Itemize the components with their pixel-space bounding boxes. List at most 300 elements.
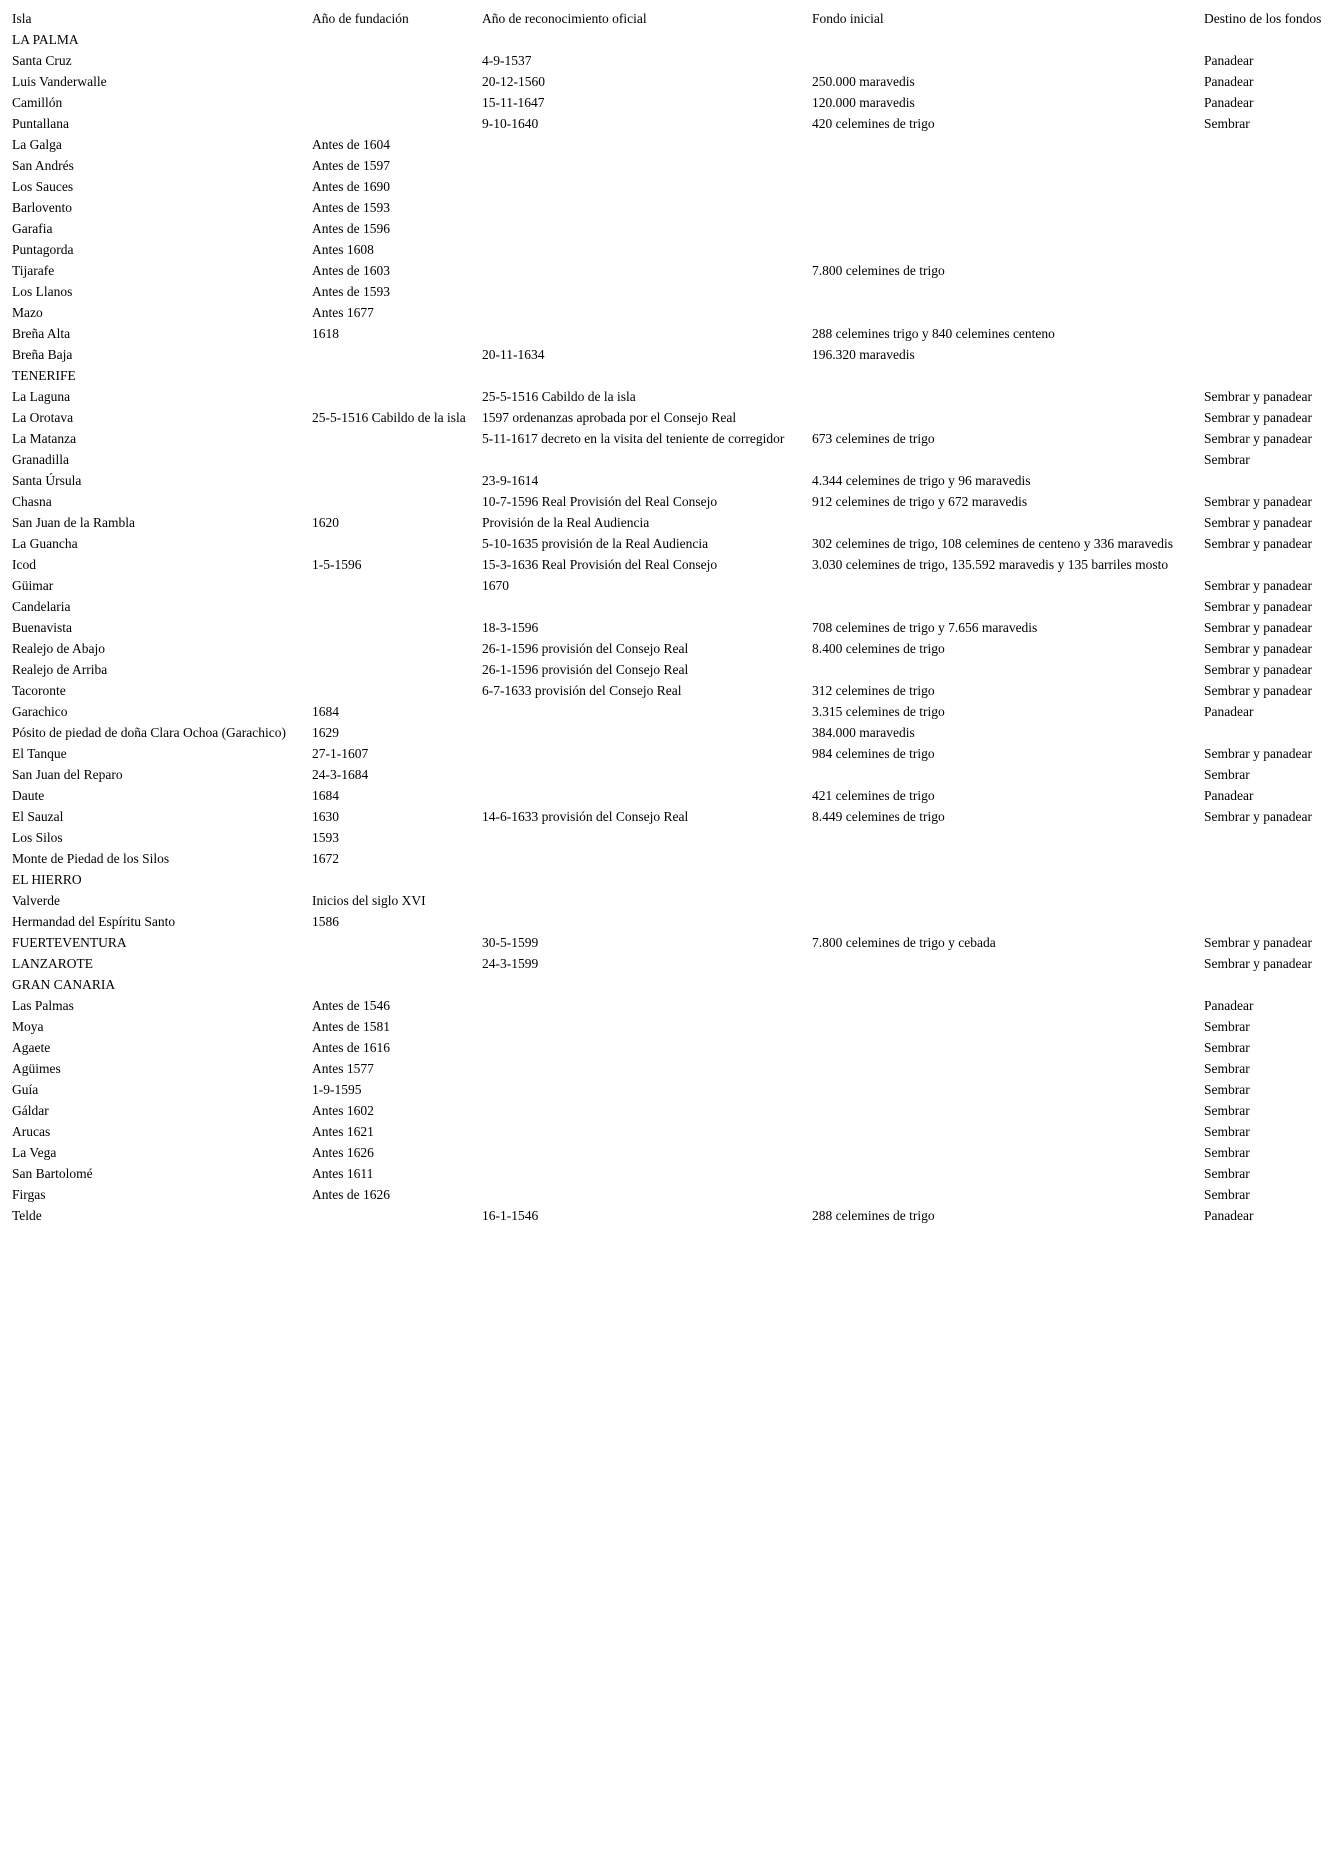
cell-fondo-inicial <box>808 1184 1200 1205</box>
table-row <box>8 71 1330 92</box>
cell-destino-fondos: Sembrar y panadear <box>1204 935 1312 950</box>
cell-fondo-inicial: 421 celemines de trigo <box>812 788 935 803</box>
cell-ano-fundacion <box>308 932 478 953</box>
cell-isla: San Bartolomé <box>12 1166 93 1181</box>
cell-destino-fondos: Panadear <box>1204 788 1254 803</box>
cell-ano-fundacion: 27-1-1607 <box>312 746 369 761</box>
table-row <box>8 491 1330 512</box>
cell-ano-reconocimiento <box>478 1163 808 1184</box>
cell-fondo-inicial <box>808 1100 1200 1121</box>
cell-isla: Buenavista <box>12 620 72 635</box>
table-row <box>8 197 1330 218</box>
cell-ano-reconocimiento: 15-11-1647 <box>482 95 545 110</box>
cell-ano-reconocimiento <box>478 260 808 281</box>
cell-ano-reconocimiento <box>478 596 808 617</box>
cell-isla: Los Silos <box>12 830 63 845</box>
cell-isla: Puntallana <box>12 116 69 131</box>
cell-ano-reconocimiento <box>478 1037 808 1058</box>
cell-ano-reconocimiento: 14-6-1633 provisión del Consejo Real <box>482 809 689 824</box>
cell-ano-fundacion: 24-3-1684 <box>312 767 369 782</box>
cell-ano-fundacion <box>308 386 478 407</box>
cell-isla: Tacoronte <box>12 683 66 698</box>
cell-ano-reconocimiento <box>478 701 808 722</box>
cell-ano-fundacion: Antes de 1593 <box>312 200 390 215</box>
cell-isla: Gáldar <box>12 1103 49 1118</box>
cell-fondo-inicial <box>808 1163 1200 1184</box>
cell-ano-fundacion <box>308 113 478 134</box>
cell-destino-fondos: Sembrar <box>1204 116 1250 131</box>
cell-ano-reconocimiento: 4-9-1537 <box>482 53 532 68</box>
cell-isla: El Tanque <box>12 746 67 761</box>
cell-destino-fondos: Sembrar y panadear <box>1204 746 1312 761</box>
table-row <box>8 1037 1330 1058</box>
cell-ano-reconocimiento: 26-1-1596 provisión del Consejo Real <box>482 641 689 656</box>
table-row <box>8 92 1330 113</box>
cell-isla: Telde <box>12 1208 42 1223</box>
cell-ano-fundacion <box>308 29 478 50</box>
cell-destino-fondos <box>1200 239 1330 260</box>
cell-ano-reconocimiento <box>478 848 808 869</box>
cell-ano-fundacion <box>308 50 478 71</box>
table-row <box>8 1163 1330 1184</box>
cell-destino-fondos: Sembrar <box>1204 452 1250 467</box>
cell-fondo-inicial <box>808 197 1200 218</box>
table-row <box>8 974 1330 995</box>
cell-ano-fundacion: Antes 1677 <box>312 305 374 320</box>
cell-ano-fundacion: Antes de 1604 <box>312 137 390 152</box>
cell-destino-fondos <box>1200 260 1330 281</box>
cell-ano-fundacion: Antes de 1616 <box>312 1040 390 1055</box>
table-row <box>8 344 1330 365</box>
cell-ano-reconocimiento <box>478 365 808 386</box>
cell-fondo-inicial <box>808 890 1200 911</box>
cell-ano-fundacion <box>308 92 478 113</box>
cell-ano-fundacion: Antes de 1597 <box>312 158 390 173</box>
cell-ano-reconocimiento <box>478 974 808 995</box>
cell-fondo-inicial <box>808 1037 1200 1058</box>
table-row <box>8 1100 1330 1121</box>
cell-ano-reconocimiento <box>478 134 808 155</box>
table-row <box>8 1184 1330 1205</box>
cell-destino-fondos <box>1200 176 1330 197</box>
cell-ano-fundacion: Antes de 1546 <box>312 998 390 1013</box>
cell-ano-reconocimiento: 23-9-1614 <box>482 473 539 488</box>
cell-ano-fundacion: Antes de 1690 <box>312 179 390 194</box>
cell-ano-fundacion: Antes de 1626 <box>312 1187 390 1202</box>
cell-fondo-inicial: 3.030 celemines de trigo, 135.592 maravedis y 135 barriles mosto <box>812 557 1169 572</box>
cell-destino-fondos: Sembrar <box>1204 1040 1250 1055</box>
table-row <box>8 680 1330 701</box>
cell-ano-reconocimiento <box>478 890 808 911</box>
cell-destino-fondos: Sembrar y panadear <box>1204 683 1312 698</box>
table-row <box>8 995 1330 1016</box>
cell-ano-fundacion: 1-9-1595 <box>312 1082 362 1097</box>
table-row <box>8 932 1330 953</box>
cell-ano-fundacion <box>308 974 478 995</box>
cell-destino-fondos: Sembrar y panadear <box>1204 641 1312 656</box>
cell-ano-fundacion <box>308 491 478 512</box>
cell-fondo-inicial <box>808 239 1200 260</box>
cell-ano-reconocimiento <box>478 911 808 932</box>
cell-fondo-inicial <box>808 281 1200 302</box>
cell-ano-fundacion <box>308 680 478 701</box>
cell-destino-fondos <box>1200 827 1330 848</box>
cell-isla: Chasna <box>12 494 52 509</box>
table-row <box>8 869 1330 890</box>
cell-ano-fundacion: Antes de 1581 <box>312 1019 390 1034</box>
cell-destino-fondos: Sembrar <box>1204 1187 1250 1202</box>
cell-ano-fundacion <box>308 638 478 659</box>
cell-fondo-inicial <box>808 596 1200 617</box>
cell-isla: Agaete <box>12 1040 51 1055</box>
cell-fondo-inicial <box>808 827 1200 848</box>
cell-ano-reconocimiento <box>478 743 808 764</box>
cell-fondo-inicial: 912 celemines de trigo y 672 maravedis <box>812 494 1028 509</box>
table-row <box>8 596 1330 617</box>
cell-isla: Granadilla <box>12 452 69 467</box>
cell-ano-reconocimiento <box>478 155 808 176</box>
table-row <box>8 470 1330 491</box>
cell-ano-reconocimiento <box>478 869 808 890</box>
cell-destino-fondos <box>1200 722 1330 743</box>
table-row <box>8 1016 1330 1037</box>
cell-destino-fondos: Sembrar y panadear <box>1204 956 1312 971</box>
cell-destino-fondos <box>1200 281 1330 302</box>
cell-fondo-inicial: 3.315 celemines de trigo <box>812 704 945 719</box>
cell-ano-fundacion <box>308 596 478 617</box>
cell-destino-fondos: Sembrar <box>1204 1166 1250 1181</box>
cell-fondo-inicial <box>808 911 1200 932</box>
header-fondo-inicial: Fondo inicial <box>812 11 884 26</box>
cell-ano-fundacion: Antes 1577 <box>312 1061 374 1076</box>
cell-ano-fundacion <box>308 365 478 386</box>
table-row <box>8 638 1330 659</box>
cell-fondo-inicial <box>808 1142 1200 1163</box>
table-row <box>8 323 1330 344</box>
cell-ano-reconocimiento: 1670 <box>482 578 509 593</box>
table-row <box>8 155 1330 176</box>
cell-destino-fondos: Sembrar y panadear <box>1204 515 1312 530</box>
cell-fondo-inicial: 984 celemines de trigo <box>812 746 935 761</box>
table-row <box>8 722 1330 743</box>
cell-isla: Puntagorda <box>12 242 74 257</box>
cell-fondo-inicial <box>808 176 1200 197</box>
cell-fondo-inicial <box>808 764 1200 785</box>
table-row <box>8 386 1330 407</box>
cell-ano-fundacion: 1684 <box>312 704 339 719</box>
cell-isla: Realejo de Abajo <box>12 641 105 656</box>
cell-destino-fondos: Panadear <box>1204 53 1254 68</box>
cell-fondo-inicial: 288 celemines trigo y 840 celemines centeno <box>812 326 1055 341</box>
table-row <box>8 806 1330 827</box>
cell-fondo-inicial <box>808 407 1200 428</box>
cell-fondo-inicial: 384.000 maravedis <box>812 725 915 740</box>
cell-ano-fundacion: Antes 1602 <box>312 1103 374 1118</box>
cell-isla: EL HIERRO <box>12 872 82 887</box>
cell-ano-reconocimiento <box>478 239 808 260</box>
cell-fondo-inicial: 708 celemines de trigo y 7.656 maravedis <box>812 620 1038 635</box>
cell-destino-fondos: Sembrar y panadear <box>1204 662 1312 677</box>
table-row <box>8 29 1330 50</box>
table-row <box>8 617 1330 638</box>
cell-ano-fundacion: Antes de 1593 <box>312 284 390 299</box>
cell-ano-reconocimiento <box>478 302 808 323</box>
cell-isla: Las Palmas <box>12 998 74 1013</box>
cell-fondo-inicial: 302 celemines de trigo, 108 celemines de centeno y 336 maravedis <box>812 536 1174 551</box>
cell-fondo-inicial: 196.320 maravedis <box>812 347 915 362</box>
cell-ano-fundacion: 1629 <box>312 725 339 740</box>
cell-ano-reconocimiento <box>478 1142 808 1163</box>
posito-table <box>8 8 1330 1226</box>
cell-isla: San Juan de la Rambla <box>12 515 135 530</box>
cell-ano-reconocimiento <box>478 1184 808 1205</box>
cell-isla: TENERIFE <box>12 368 76 383</box>
cell-ano-reconocimiento <box>478 29 808 50</box>
table-row <box>8 512 1330 533</box>
cell-destino-fondos <box>1200 554 1330 575</box>
cell-isla: Garafia <box>12 221 53 236</box>
cell-fondo-inicial: 4.344 celemines de trigo y 96 maravedis <box>812 473 1031 488</box>
cell-ano-fundacion: Antes 1611 <box>312 1166 374 1181</box>
cell-destino-fondos <box>1200 470 1330 491</box>
cell-ano-reconocimiento: 5-10-1635 provisión de la Real Audiencia <box>482 536 709 551</box>
cell-destino-fondos: Sembrar y panadear <box>1204 809 1312 824</box>
cell-ano-fundacion: Antes 1608 <box>312 242 374 257</box>
cell-isla: Guía <box>12 1082 39 1097</box>
table-row <box>8 554 1330 575</box>
header-destino-fondos: Destino de los fondos <box>1204 11 1322 26</box>
cell-isla: Luis Vanderwalle <box>12 74 107 89</box>
cell-ano-fundacion <box>308 659 478 680</box>
cell-ano-fundacion <box>308 617 478 638</box>
header-isla: Isla <box>12 11 32 26</box>
cell-ano-fundacion: Inicios del siglo XVI <box>312 893 426 908</box>
cell-destino-fondos: Sembrar y panadear <box>1204 536 1312 551</box>
cell-destino-fondos: Sembrar <box>1204 1124 1250 1139</box>
cell-destino-fondos <box>1200 197 1330 218</box>
table-row <box>8 1058 1330 1079</box>
table-row <box>8 575 1330 596</box>
cell-fondo-inicial <box>808 386 1200 407</box>
table-row <box>8 1121 1330 1142</box>
cell-isla: Valverde <box>12 893 60 908</box>
cell-fondo-inicial <box>808 50 1200 71</box>
cell-isla: Firgas <box>12 1187 46 1202</box>
cell-destino-fondos: Panadear <box>1204 1208 1254 1223</box>
header-ano-fundacion: Año de fundación <box>312 11 409 26</box>
cell-fondo-inicial: 8.449 celemines de trigo <box>812 809 945 824</box>
cell-ano-fundacion: 1684 <box>312 788 339 803</box>
cell-ano-fundacion: Antes de 1603 <box>312 263 390 278</box>
table-row <box>8 953 1330 974</box>
table-row <box>8 260 1330 281</box>
cell-isla: Camillón <box>12 95 63 110</box>
cell-ano-fundacion <box>308 470 478 491</box>
table-row <box>8 449 1330 470</box>
cell-destino-fondos <box>1200 890 1330 911</box>
cell-fondo-inicial <box>808 155 1200 176</box>
cell-isla: Moya <box>12 1019 44 1034</box>
cell-fondo-inicial <box>808 29 1200 50</box>
cell-fondo-inicial <box>808 953 1200 974</box>
cell-fondo-inicial <box>808 1079 1200 1100</box>
cell-destino-fondos: Sembrar <box>1204 1019 1250 1034</box>
cell-ano-reconocimiento <box>478 449 808 470</box>
cell-fondo-inicial <box>808 848 1200 869</box>
cell-ano-reconocimiento: 20-12-1560 <box>482 74 545 89</box>
table-row <box>8 764 1330 785</box>
cell-destino-fondos <box>1200 974 1330 995</box>
cell-destino-fondos: Sembrar y panadear <box>1204 410 1312 425</box>
cell-ano-reconocimiento <box>478 827 808 848</box>
cell-destino-fondos: Sembrar <box>1204 767 1250 782</box>
cell-destino-fondos: Sembrar <box>1204 1145 1250 1160</box>
table-row <box>8 176 1330 197</box>
table-row <box>8 407 1330 428</box>
cell-ano-reconocimiento <box>478 1058 808 1079</box>
cell-destino-fondos: Sembrar y panadear <box>1204 620 1312 635</box>
cell-ano-fundacion <box>308 428 478 449</box>
cell-destino-fondos <box>1200 134 1330 155</box>
cell-isla: Hermandad del Espíritu Santo <box>12 914 176 929</box>
cell-destino-fondos: Sembrar <box>1204 1103 1250 1118</box>
cell-ano-reconocimiento <box>478 176 808 197</box>
cell-ano-reconocimiento: 26-1-1596 provisión del Consejo Real <box>482 662 689 677</box>
cell-isla: Mazo <box>12 305 43 320</box>
cell-isla: Icod <box>12 557 36 572</box>
cell-ano-fundacion: 1672 <box>312 851 339 866</box>
cell-destino-fondos <box>1200 848 1330 869</box>
cell-ano-fundacion: Antes 1621 <box>312 1124 374 1139</box>
header-row <box>8 8 1330 29</box>
cell-destino-fondos <box>1200 218 1330 239</box>
cell-isla: Agüimes <box>12 1061 61 1076</box>
cell-destino-fondos: Panadear <box>1204 998 1254 1013</box>
cell-ano-reconocimiento <box>478 1100 808 1121</box>
cell-ano-fundacion <box>308 71 478 92</box>
cell-fondo-inicial <box>808 869 1200 890</box>
cell-isla: Breña Baja <box>12 347 73 362</box>
cell-ano-reconocimiento <box>478 995 808 1016</box>
cell-isla: San Juan del Reparo <box>12 767 123 782</box>
cell-fondo-inicial: 120.000 maravedis <box>812 95 915 110</box>
cell-isla: LA PALMA <box>12 32 79 47</box>
cell-isla: Santa Úrsula <box>12 473 82 488</box>
table-row <box>8 134 1330 155</box>
cell-fondo-inicial: 673 celemines de trigo <box>812 431 935 446</box>
cell-fondo-inicial: 312 celemines de trigo <box>812 683 935 698</box>
cell-fondo-inicial: 8.400 celemines de trigo <box>812 641 945 656</box>
cell-fondo-inicial <box>808 974 1200 995</box>
table-row <box>8 281 1330 302</box>
cell-ano-reconocimiento <box>478 1121 808 1142</box>
cell-ano-reconocimiento: 6-7-1633 provisión del Consejo Real <box>482 683 682 698</box>
cell-isla: LANZAROTE <box>12 956 93 971</box>
cell-destino-fondos <box>1200 344 1330 365</box>
cell-isla: Los Llanos <box>12 284 73 299</box>
table-row <box>8 533 1330 554</box>
cell-destino-fondos: Sembrar y panadear <box>1204 389 1312 404</box>
table-row <box>8 890 1330 911</box>
cell-ano-reconocimiento: 9-10-1640 <box>482 116 539 131</box>
cell-fondo-inicial: 250.000 maravedis <box>812 74 915 89</box>
cell-ano-fundacion: 25-5-1516 Cabildo de la isla <box>312 410 466 425</box>
cell-ano-reconocimiento <box>478 1079 808 1100</box>
cell-isla: FUERTEVENTURA <box>12 935 127 950</box>
cell-fondo-inicial <box>808 995 1200 1016</box>
cell-destino-fondos <box>1200 29 1330 50</box>
cell-ano-reconocimiento: 18-3-1596 <box>482 620 539 635</box>
cell-ano-reconocimiento: 5-11-1617 decreto en la visita del teniente de corregidor <box>482 431 785 446</box>
cell-ano-fundacion <box>308 533 478 554</box>
cell-ano-reconocimiento <box>478 785 808 806</box>
cell-isla: Pósito de piedad de doña Clara Ochoa (Garachico) <box>12 725 287 740</box>
cell-fondo-inicial <box>808 575 1200 596</box>
cell-isla: GRAN CANARIA <box>12 977 116 992</box>
cell-isla: La Laguna <box>12 389 71 404</box>
cell-ano-fundacion: 1586 <box>312 914 339 929</box>
cell-isla: La Orotava <box>12 410 74 425</box>
cell-destino-fondos: Sembrar <box>1204 1061 1250 1076</box>
cell-isla: Garachico <box>12 704 68 719</box>
cell-ano-fundacion <box>308 953 478 974</box>
cell-ano-fundacion: 1-5-1596 <box>312 557 362 572</box>
cell-isla: La Vega <box>12 1145 57 1160</box>
cell-isla: Los Sauces <box>12 179 74 194</box>
cell-isla: El Sauzal <box>12 809 64 824</box>
table-row <box>8 365 1330 386</box>
cell-ano-fundacion: 1593 <box>312 830 339 845</box>
cell-ano-fundacion: 1618 <box>312 326 339 341</box>
table-row <box>8 1142 1330 1163</box>
cell-fondo-inicial: 288 celemines de trigo <box>812 1208 935 1223</box>
cell-fondo-inicial <box>808 1016 1200 1037</box>
cell-isla: Daute <box>12 788 45 803</box>
cell-ano-fundacion <box>308 449 478 470</box>
cell-destino-fondos: Sembrar y panadear <box>1204 599 1312 614</box>
table-row <box>8 218 1330 239</box>
table-body <box>8 29 1330 1226</box>
table-row <box>8 785 1330 806</box>
cell-destino-fondos: Sembrar y panadear <box>1204 431 1312 446</box>
table-row <box>8 848 1330 869</box>
cell-fondo-inicial: 7.800 celemines de trigo <box>812 263 945 278</box>
cell-ano-fundacion: 1620 <box>312 515 339 530</box>
table-row <box>8 113 1330 134</box>
cell-isla: Monte de Piedad de los Silos <box>12 851 170 866</box>
cell-ano-fundacion: Antes 1626 <box>312 1145 374 1160</box>
cell-fondo-inicial <box>808 449 1200 470</box>
table-row <box>8 743 1330 764</box>
cell-destino-fondos <box>1200 302 1330 323</box>
cell-ano-reconocimiento: 24-3-1599 <box>482 956 539 971</box>
cell-ano-fundacion <box>308 1205 478 1226</box>
cell-ano-fundacion <box>308 575 478 596</box>
cell-destino-fondos <box>1200 911 1330 932</box>
table-row <box>8 701 1330 722</box>
cell-ano-reconocimiento: 30-5-1599 <box>482 935 539 950</box>
cell-isla: Barlovento <box>12 200 72 215</box>
cell-ano-reconocimiento <box>478 722 808 743</box>
cell-destino-fondos: Sembrar <box>1204 1082 1250 1097</box>
cell-destino-fondos: Panadear <box>1204 95 1254 110</box>
cell-ano-fundacion: Antes de 1596 <box>312 221 390 236</box>
table-row <box>8 659 1330 680</box>
cell-fondo-inicial <box>808 1058 1200 1079</box>
cell-ano-fundacion: 1630 <box>312 809 339 824</box>
table-row <box>8 50 1330 71</box>
cell-destino-fondos <box>1200 365 1330 386</box>
